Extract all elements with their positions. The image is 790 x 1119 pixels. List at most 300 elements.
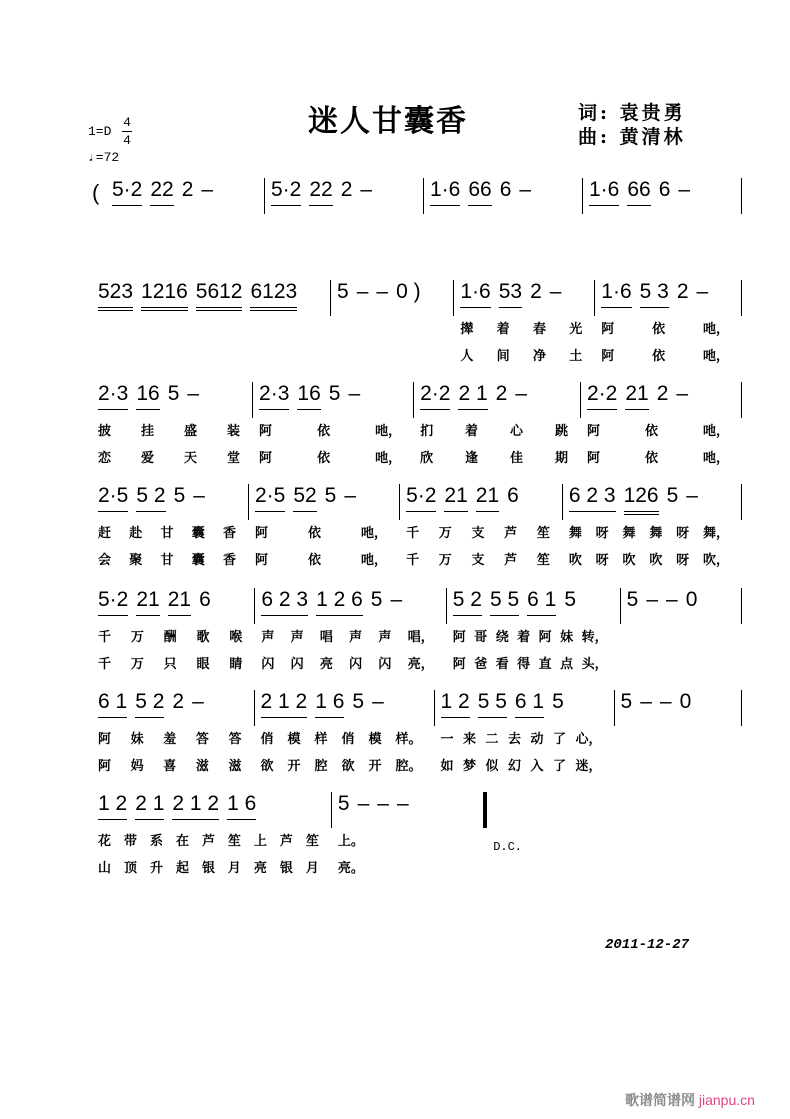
lyric-row — [406, 522, 556, 549]
lyric-row — [569, 549, 735, 576]
lyric-row — [98, 318, 324, 345]
note-group: 66 — [627, 178, 650, 206]
note-group: – — [519, 178, 532, 201]
lyric-syllable: 吹 — [622, 553, 636, 568]
lyric-syllable: 囊 — [191, 553, 205, 568]
lyric-syllable: 千 — [98, 630, 112, 645]
lyric-syllable: 答 — [195, 732, 209, 747]
note-row — [112, 178, 258, 216]
note-group: 2 1 — [458, 382, 487, 410]
note-group: 5 2 — [135, 690, 164, 718]
note-group: 6 1 — [98, 690, 127, 718]
lyric-syllable: 芦 — [201, 834, 215, 849]
score-line — [92, 484, 742, 576]
barline — [741, 280, 742, 316]
lyric-syllable: 动 — [530, 732, 544, 747]
lyric-syllable: 上。 — [337, 834, 364, 849]
lyric-syllable: 羞 — [163, 732, 177, 747]
lyric-row — [338, 857, 477, 884]
lyric-row — [112, 216, 258, 243]
lyric-syllable: 样 — [314, 732, 328, 747]
score-line — [92, 792, 522, 884]
note-group: 5 — [328, 382, 341, 405]
watermark-url: jianpu.cn — [698, 1092, 755, 1108]
lyric-row — [259, 420, 407, 447]
lyric-row — [261, 728, 428, 755]
lyric-row — [98, 830, 325, 857]
lyric-row — [98, 755, 248, 782]
lyric-syllable: 阿 — [259, 424, 273, 439]
note-group: 0 — [679, 690, 692, 713]
lyric-syllable: 阿 — [586, 451, 600, 466]
note-group: 1 2 — [441, 690, 470, 718]
lyric-syllable: 妹 — [130, 732, 144, 747]
lyric-syllable: 吔， — [375, 424, 402, 439]
note-row — [98, 792, 325, 830]
lyric-row — [621, 728, 735, 755]
measure — [424, 178, 582, 270]
lyric-syllable: 吹， — [702, 553, 729, 568]
note-row — [98, 484, 242, 522]
lyric-row — [441, 755, 608, 782]
lyric-row — [271, 243, 417, 270]
lyric-syllable: 看 — [495, 657, 509, 672]
lyric-syllable: 春 — [532, 322, 546, 337]
note-group: 53 — [499, 280, 522, 308]
lyric-row — [98, 420, 246, 447]
lyric-syllable: 阿 — [452, 657, 466, 672]
lyric-syllable: 吹 — [568, 553, 582, 568]
lyric-row — [261, 653, 439, 680]
note-group: 2·3 — [259, 382, 289, 410]
barline — [741, 178, 742, 214]
measure — [92, 280, 330, 372]
note-group: 5 — [626, 588, 639, 611]
note-row — [406, 484, 556, 522]
note-group: – — [390, 588, 403, 611]
measure — [255, 588, 445, 680]
note-group: 1·6 — [430, 178, 460, 206]
note-group: 6 — [658, 178, 671, 201]
lyric-syllable: 顶 — [123, 861, 137, 876]
lyric-syllable: 妹 — [560, 630, 574, 645]
score-line — [92, 280, 742, 372]
lyric-syllable: 装 — [227, 424, 241, 439]
score-line — [92, 588, 742, 680]
note-group: 2 — [172, 690, 185, 713]
time-top: 4 — [123, 115, 131, 130]
tempo-marking: ♩=72 — [88, 150, 120, 165]
lyric-syllable: 吔， — [361, 553, 388, 568]
lyric-syllable: 阿 — [601, 322, 615, 337]
lyric-row — [430, 216, 576, 243]
measure — [400, 484, 562, 576]
measure — [331, 280, 453, 372]
note-group: 5612 — [196, 280, 243, 311]
note-group: 1·6 — [601, 280, 631, 308]
lyric-syllable: 妈 — [130, 759, 144, 774]
measure — [92, 690, 254, 782]
score-line — [92, 178, 742, 270]
note-group: – — [357, 792, 370, 815]
note-group: 6 — [507, 484, 519, 507]
note-group: 5 — [324, 484, 337, 507]
note-group: 6 1 — [515, 690, 544, 718]
lyric-row — [406, 549, 556, 576]
note-group: – — [192, 690, 204, 713]
lyric-row — [601, 318, 735, 345]
lyric-syllable: 撵 — [460, 322, 474, 337]
lyric-syllable: 声 — [378, 630, 392, 645]
note-group: 2·2 — [420, 382, 450, 410]
lyric-row — [587, 420, 735, 447]
note-group: 5·2 — [98, 588, 128, 616]
lyric-row — [430, 243, 576, 270]
lyric-row — [569, 522, 735, 549]
lyric-row — [441, 728, 608, 755]
note-group: – — [396, 792, 409, 815]
note-group: – — [201, 178, 214, 201]
note-row — [261, 588, 439, 626]
note-group: 5 — [552, 690, 564, 713]
lyric-syllable: 哥 — [474, 630, 488, 645]
lyric-syllable: 吔， — [702, 349, 729, 364]
lyric-syllable: 去 — [508, 732, 522, 747]
lyric-row — [98, 728, 248, 755]
lyric-syllable: 如 — [440, 759, 454, 774]
lyric-syllable: 阿 — [259, 451, 273, 466]
lyric-syllable: 上 — [253, 834, 267, 849]
note-row — [453, 588, 614, 626]
lyric-syllable: 欲 — [260, 759, 274, 774]
note-group: – — [678, 178, 691, 201]
lyric-syllable: 转， — [581, 630, 608, 645]
barline — [741, 588, 742, 624]
lyric-syllable: 绕 — [495, 630, 509, 645]
lyric-syllable: 阿 — [98, 732, 112, 747]
note-group: 5·2 — [271, 178, 301, 206]
lyric-row — [261, 626, 439, 653]
lyric-syllable: 一 — [440, 732, 454, 747]
lyric-syllable: 吔， — [703, 424, 730, 439]
measure — [92, 382, 252, 474]
lyric-syllable: 月 — [227, 861, 241, 876]
lyric-syllable: 着 — [465, 424, 479, 439]
lyric-syllable: 爸 — [474, 657, 488, 672]
note-group: 6 2 3 — [569, 484, 616, 512]
lyric-syllable: 银 — [201, 861, 215, 876]
measure — [581, 382, 741, 474]
lyric-syllable: 入 — [530, 759, 544, 774]
note-group: 2 1 2 — [172, 792, 219, 820]
lyric-syllable: 眼 — [196, 657, 210, 672]
lyric-syllable: 闪 — [349, 657, 363, 672]
note-group: 22 — [309, 178, 332, 206]
lyric-syllable: 人 — [460, 349, 474, 364]
lyric-syllable: 会 — [98, 553, 112, 568]
lyric-syllable: 呀 — [676, 526, 690, 541]
lyric-syllable: 系 — [149, 834, 163, 849]
note-group: – — [686, 484, 698, 507]
note-row — [441, 690, 608, 728]
lyric-syllable: 亮 — [319, 657, 333, 672]
note-group: – — [348, 382, 361, 405]
lyric-row — [98, 857, 325, 884]
note-row — [621, 690, 735, 728]
note-group: 21 — [476, 484, 499, 512]
note-group: 16 — [136, 382, 159, 410]
measure — [92, 792, 331, 884]
lyric-syllable: 挂 — [141, 424, 155, 439]
watermark — [625, 1090, 755, 1110]
lyric-syllable: 土 — [569, 349, 583, 364]
note-group: – — [377, 792, 389, 815]
note-group: 5 — [173, 484, 186, 507]
lyric-syllable: 堂 — [227, 451, 241, 466]
measure — [332, 792, 483, 884]
note-group: 126 — [624, 484, 659, 515]
note-group: 1 2 — [98, 792, 127, 820]
lyric-syllable: 只 — [163, 657, 177, 672]
note-group: 0 — [685, 588, 698, 611]
note-group: 1 6 — [315, 690, 344, 718]
lyric-syllable: 阿 — [538, 630, 552, 645]
note-row — [338, 792, 477, 830]
measure — [583, 178, 741, 270]
lyric-syllable: 净 — [532, 349, 546, 364]
final-barline — [483, 792, 487, 828]
lyric-syllable: 升 — [149, 861, 163, 876]
note-row — [601, 280, 735, 318]
lyric-syllable: 万 — [130, 657, 144, 672]
lyric-syllable: 依 — [317, 424, 331, 439]
note-group: 2·5 — [255, 484, 285, 512]
repeat-paren: ( — [92, 180, 100, 205]
measure — [435, 690, 614, 782]
note-group: – — [515, 382, 528, 405]
note-group: – — [187, 382, 200, 405]
note-group: 5 5 — [478, 690, 507, 718]
note-group: 1 2 6 — [316, 588, 363, 616]
lyric-row — [98, 626, 248, 653]
note-row — [420, 382, 574, 420]
lyric-syllable: 披 — [98, 424, 112, 439]
lyric-syllable: 吔， — [702, 322, 729, 337]
measure — [255, 690, 434, 782]
note-row — [589, 178, 735, 216]
lyric-row — [621, 755, 735, 782]
lyric-syllable: 呀 — [595, 553, 609, 568]
lyric-row — [112, 243, 258, 270]
lyric-syllable: 阿 — [601, 349, 615, 364]
lyric-syllable: 香 — [222, 553, 236, 568]
note-row — [569, 484, 735, 522]
note-group: – — [372, 690, 384, 713]
note-group: 2 — [340, 178, 353, 201]
time-signature — [122, 115, 132, 148]
lyric-row — [259, 447, 407, 474]
lyric-syllable: 赶 — [98, 526, 112, 541]
time-bottom: 4 — [123, 133, 131, 148]
lyric-syllable: 依 — [645, 451, 659, 466]
lyric-syllable: 喜 — [163, 759, 177, 774]
lyric-row — [98, 447, 246, 474]
lyric-row — [98, 522, 242, 549]
note-group: 6 1 — [527, 588, 556, 616]
lyric-syllable: 吔， — [703, 451, 730, 466]
lyric-syllable: 跳 — [554, 424, 568, 439]
lyric-syllable: 心， — [575, 732, 602, 747]
lyric-syllable: 笙 — [536, 526, 550, 541]
note-group: 5 — [564, 588, 577, 611]
note-group: – — [659, 690, 672, 713]
note-group: 5 — [666, 484, 679, 507]
note-group: 16 — [297, 382, 320, 410]
measure — [92, 484, 248, 576]
lyric-row — [255, 522, 393, 549]
date: 2011-12-27 — [605, 937, 690, 953]
note-group: 5 — [620, 690, 633, 713]
note-group: – — [676, 382, 689, 405]
lyric-syllable: 花 — [98, 834, 112, 849]
lyric-syllable: 扪 — [420, 424, 434, 439]
note-group: 52 — [293, 484, 316, 512]
lyric-row — [453, 626, 614, 653]
lyric-syllable: 恋 — [98, 451, 112, 466]
note-group: 5·2 — [406, 484, 436, 512]
lyric-syllable: 迷， — [575, 759, 602, 774]
note-group: 1·6 — [460, 280, 490, 308]
lyric-syllable: 唱， — [407, 630, 434, 645]
lyric-syllable: 万 — [438, 526, 452, 541]
note-group: 2 — [495, 382, 508, 405]
note-group: 523 — [98, 280, 133, 311]
lyric-syllable: 答 — [228, 732, 242, 747]
note-group: 1·6 — [589, 178, 619, 206]
lyric-syllable: 阿 — [586, 424, 600, 439]
key-signature: 1=D — [88, 124, 112, 139]
lyric-syllable: 依 — [652, 349, 666, 364]
note-group: 5·2 — [112, 178, 142, 206]
lyric-syllable: 唱 — [319, 630, 333, 645]
note-group: 2 — [181, 178, 194, 201]
lyric-syllable: 银 — [279, 861, 293, 876]
note-group: 2 — [656, 382, 669, 405]
lyric-syllable: 闪 — [290, 657, 304, 672]
lyric-syllable: 舞， — [702, 526, 729, 541]
lyric-syllable: 天 — [184, 451, 198, 466]
note-group: – — [376, 280, 389, 303]
note-group: 5 — [337, 792, 350, 815]
dc-marking: D.C. — [493, 840, 523, 854]
lyric-syllable: 直 — [538, 657, 552, 672]
lyric-syllable: 了 — [553, 759, 567, 774]
lyric-syllable: 腔 — [314, 759, 328, 774]
lyric-syllable: 佳 — [510, 451, 524, 466]
note-group: 2·2 — [587, 382, 617, 410]
note-group: 22 — [150, 178, 173, 206]
lyric-syllable: 舞 — [649, 526, 663, 541]
lyric-syllable: 依 — [652, 322, 666, 337]
lyric-row — [98, 653, 248, 680]
lyric-syllable: 赴 — [129, 526, 143, 541]
note-row — [261, 690, 428, 728]
lyric-row — [337, 318, 447, 345]
measure — [106, 178, 264, 270]
lyric-syllable: 点 — [560, 657, 574, 672]
lyric-syllable: 芦 — [279, 834, 293, 849]
lyric-row — [261, 755, 428, 782]
lyric-row — [420, 447, 574, 474]
lyric-syllable: 依 — [308, 526, 322, 541]
lyric-row — [338, 830, 477, 857]
lyric-row — [587, 447, 735, 474]
note-group: – — [646, 588, 659, 611]
lyric-syllable: 得 — [517, 657, 531, 672]
lyric-syllable: 俏 — [341, 732, 355, 747]
lyric-syllable: 阿 — [254, 526, 268, 541]
lyric-syllable: 幻 — [508, 759, 522, 774]
measure — [563, 484, 741, 576]
composer: 曲: 黄清林 — [578, 126, 686, 148]
lyric-syllable: 盛 — [184, 424, 198, 439]
note-row — [98, 280, 324, 318]
lyric-syllable: 样。 — [395, 732, 422, 747]
note-row — [587, 382, 735, 420]
lyric-row — [601, 345, 735, 372]
note-group: 6 2 3 — [261, 588, 308, 616]
lyric-row — [453, 653, 614, 680]
note-group: 2 — [676, 280, 689, 303]
lyric-syllable: 吔， — [361, 526, 388, 541]
lyric-syllable: 欲 — [341, 759, 355, 774]
lyricist: 词: 袁贵勇 — [578, 102, 686, 124]
note-row — [271, 178, 417, 216]
lyric-syllable: 心 — [510, 424, 524, 439]
note-row — [98, 690, 248, 728]
note-group: 2 1 — [135, 792, 164, 820]
lyric-syllable: 期 — [554, 451, 568, 466]
note-group: 2·3 — [98, 382, 128, 410]
lyric-syllable: 二 — [485, 732, 499, 747]
note-group: – — [549, 280, 562, 303]
lyric-row — [589, 243, 735, 270]
lyric-syllable: 睛 — [229, 657, 243, 672]
note-group: 5 — [370, 588, 383, 611]
lyric-row — [460, 318, 588, 345]
lyric-syllable: 依 — [645, 424, 659, 439]
lyric-syllable: 亮。 — [337, 861, 364, 876]
lyric-syllable: 模 — [368, 732, 382, 747]
lyric-syllable: 声 — [261, 630, 275, 645]
lyric-syllable: 着 — [517, 630, 531, 645]
note-group: – — [666, 588, 678, 611]
lyric-syllable: 呀 — [676, 553, 690, 568]
measure — [447, 588, 620, 680]
lyric-syllable: 阿 — [254, 553, 268, 568]
measure — [595, 280, 741, 372]
lyric-syllable: 带 — [123, 834, 137, 849]
lyric-syllable: 芦 — [504, 553, 518, 568]
lyric-syllable: 呀 — [595, 526, 609, 541]
note-group: 21 — [168, 588, 191, 616]
lyric-syllable: 甘 — [160, 553, 174, 568]
barline — [741, 484, 742, 520]
note-row — [259, 382, 407, 420]
note-group: 6123 — [250, 280, 297, 311]
measure — [92, 588, 254, 680]
measure — [253, 382, 413, 474]
